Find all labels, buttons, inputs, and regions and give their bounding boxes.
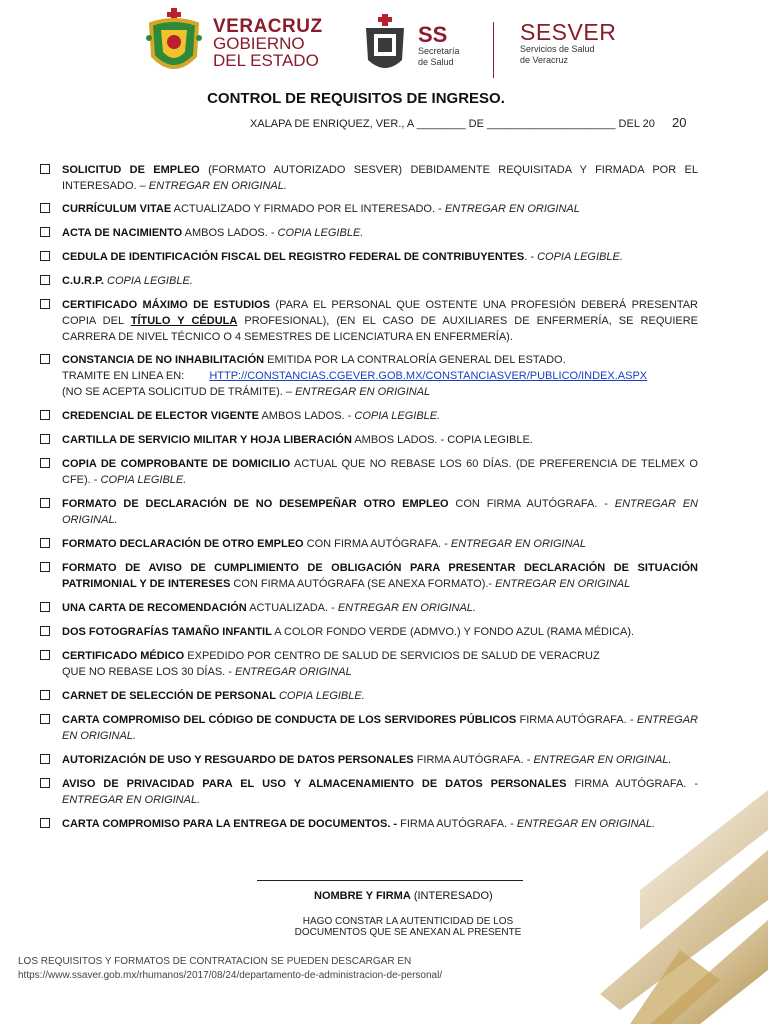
sesver-wordmark	[520, 20, 616, 66]
requirement-item	[40, 162, 698, 194]
requirement-title: CURRÍCULUM VITAE	[62, 203, 172, 215]
checkbox[interactable]	[40, 354, 50, 364]
requirement-text: . -	[524, 251, 538, 263]
requirement-item	[40, 496, 698, 528]
gov-line1: VERACRUZ	[213, 16, 323, 37]
requirement-title: CERTIFICADO MÉDICO	[62, 650, 185, 662]
online-procedure-label: TRAMITE EN LINEA EN:	[62, 370, 185, 382]
signature-line	[257, 880, 523, 881]
requirement-title: FORMATO DECLARACIÓN DE OTRO EMPLEO	[62, 538, 304, 550]
requirement-text: CON FIRMA AUTÓGRAFA. -	[303, 538, 451, 550]
checkbox[interactable]	[40, 434, 50, 444]
sesver-line2: de Veracruz	[520, 55, 569, 65]
ss-emblem-icon	[360, 14, 410, 76]
requirement-text: (PARA EL PERSONAL QUE OSTENTE UNA PROFESIÓN DEBERÁ PRESENTAR COPIA DEL	[62, 299, 699, 327]
checkbox[interactable]	[40, 299, 50, 309]
requirement-text: AMBOS LADOS. -	[182, 227, 278, 239]
requirement-title: DOS FOTOGRAFÍAS TAMAÑO INFANTIL	[62, 626, 272, 638]
requirement-title: CREDENCIAL DE ELECTOR VIGENTE	[62, 410, 260, 422]
ss-line2: de Salud	[418, 57, 454, 67]
requirement-item	[40, 273, 698, 289]
place-date-line	[250, 115, 687, 130]
requirement-title: UNA CARTA DE RECOMENDACIÓN	[62, 602, 247, 614]
signature-label	[314, 890, 493, 902]
gov-line3: DEL ESTADO	[213, 51, 319, 70]
checkbox[interactable]	[40, 778, 50, 788]
requirement-title: FORMATO DE DECLARACIÓN DE NO DESEMPEÑAR OTRO EMPLEO	[62, 498, 449, 510]
checkbox[interactable]	[40, 227, 50, 237]
requirement-title: CEDULA DE IDENTIFICACIÓN FISCAL DEL REGISTRO FEDERAL DE CONTRIBUYENTES	[62, 251, 525, 263]
requirement-delivery: ENTREGAR EN ORIGINAL	[495, 578, 631, 590]
requirement-title: SOLICITUD DE EMPLEO	[62, 164, 200, 176]
checkbox[interactable]	[40, 818, 50, 828]
requirement-item	[40, 408, 698, 424]
requirement-text: ACTUAL QUE NO REBASE LOS 60 DÍAS. (DE PREFERENCIA DE TELMEX O CFE). -	[62, 458, 698, 486]
requirement-delivery: COPIA LEGIBLE.	[354, 410, 441, 422]
checkbox[interactable]	[40, 690, 50, 700]
checkbox[interactable]	[40, 754, 50, 764]
gold-stripes-decoration	[580, 780, 768, 1024]
requirement-title-emphasis: TÍTULO Y CÉDULA	[130, 315, 238, 327]
signature-role: (INTERESADO)	[410, 890, 493, 902]
requirement-item	[40, 201, 698, 217]
secretaria-salud-wordmark	[418, 24, 460, 68]
checkbox[interactable]	[40, 626, 50, 636]
requirement-text-continued: PROFESIONAL), (EN EL CASO DE AUXILIARES DE ENFERMERÍA, SE REQUIERE CARRERA DE NIVEL TÉCNICO O 4 SEMESTRES DE LICENCIATURA EN ENFERMERÍA).	[62, 315, 698, 343]
requirement-delivery: COPIA LEGIBLE.	[278, 690, 365, 702]
requirement-item	[40, 752, 698, 768]
requirement-item	[40, 648, 698, 680]
signature-title: NOMBRE Y FIRMA	[314, 890, 411, 902]
requirement-title: FORMATO DE AVISO DE CUMPLIMIENTO DE OBLIGACIÓN PARA PRESENTAR DECLARACIÓN DE SITUACIÓN PATRIMONIAL Y DE INTERESES	[62, 562, 698, 590]
requirement-title: AUTORIZACIÓN DE USO Y RESGUARDO DE DATOS PERSONALES	[62, 754, 414, 766]
letterhead	[0, 0, 768, 88]
checkbox[interactable]	[40, 562, 50, 572]
document-title: CONTROL DE REQUISITOS DE INGRESO.	[207, 90, 505, 107]
requirement-text-continued: QUE NO REBASE LOS 30 DÍAS. -	[62, 666, 235, 678]
requirement-delivery: ENTREGAR EN ORIGINAL.	[516, 818, 656, 830]
requirement-item	[40, 536, 698, 552]
requirement-delivery: ENTREGAR EN ORIGINAL	[295, 386, 431, 398]
year-handwritten: 20	[672, 115, 687, 130]
place-date-text: XALAPA DE ENRIQUEZ, VER., A ________ DE _____________________ DEL 20	[250, 118, 655, 130]
requirement-title: CARNET DE SELECCIÓN DE PERSONAL	[62, 690, 276, 702]
requirement-text: CON FIRMA AUTÓGRAFA. -	[448, 498, 615, 510]
requirement-delivery: COPIA LEGIBLE.	[537, 251, 623, 263]
requirement-text: ACTUALIZADA. -	[246, 602, 338, 614]
checkbox[interactable]	[40, 275, 50, 285]
requirement-item	[40, 249, 698, 265]
requirement-title: CARTILLA DE SERVICIO MILITAR Y HOJA LIBERACIÓN	[62, 434, 352, 446]
requirement-delivery: ENTREGAR EN ORIGINAL	[444, 203, 580, 215]
requirement-text-continued: (NO SE ACEPTA SOLICITUD DE TRÁMITE). –	[62, 386, 296, 398]
sesver-title: SESVER	[520, 19, 617, 45]
requirement-title: CARTA COMPROMISO PARA LA ENTREGA DE DOCUMENTOS. -	[62, 818, 398, 830]
requirement-item	[40, 225, 698, 241]
gov-line2: GOBIERNO	[213, 34, 305, 53]
requirement-item	[40, 297, 698, 345]
requirement-text: FIRMA AUTÓGRAFA. -	[413, 754, 534, 766]
requirement-delivery: ENTREGAR ORIGINAL	[235, 666, 352, 678]
requirement-delivery: ENTREGAR EN ORIGINAL.	[62, 498, 698, 526]
ss-abbr: SS	[418, 22, 448, 47]
requirements-list	[40, 162, 698, 832]
requirement-text: CON FIRMA AUTÓGRAFA (SE ANEXA FORMATO).-	[230, 578, 496, 590]
requirement-text: FIRMA AUTÓGRAFA. -	[566, 778, 698, 790]
requirement-item	[40, 688, 698, 704]
requirement-item	[40, 560, 698, 592]
requirement-item	[40, 352, 698, 400]
requirement-item	[40, 624, 698, 640]
requirement-title: ACTA DE NACIMIENTO	[62, 227, 183, 239]
requirement-text: AMBOS LADOS. -	[259, 410, 355, 422]
requirement-delivery: COPIA LEGIBLE.	[277, 227, 364, 239]
checkbox[interactable]	[40, 650, 50, 660]
footer-url[interactable]: https://www.ssaver.gob.mx/rhumanos/2017/08/24/departamento-de-administracion-de-personal/	[18, 970, 443, 981]
footer-line1: LOS REQUISITOS Y FORMATOS DE CONTRATACION SE PUEDEN DESCARGAR EN	[18, 956, 412, 967]
ss-line1: Secretaría	[418, 46, 460, 56]
requirement-title: C.U.R.P.	[62, 275, 104, 287]
requirement-item	[40, 600, 698, 616]
requirement-delivery: COPIA LEGIBLE.	[100, 474, 187, 486]
checkbox[interactable]	[40, 714, 50, 724]
authenticity-note: HAGO CONSTAR LA AUTENTICIDAD DE LOS DOCUMENTOS QUE SE ANEXAN AL PRESENTE	[294, 916, 522, 938]
requirement-text: EXPEDIDO POR CENTRO DE SALUD DE SERVICIOS DE SALUD DE VERACRUZ	[184, 650, 600, 662]
requirement-delivery: ENTREGAR EN ORIGINAL.	[337, 602, 476, 614]
gobierno-veracruz-wordmark	[213, 18, 323, 69]
requirement-title: COPIA DE COMPROBANTE DE DOMICILIO	[62, 458, 291, 470]
requirement-delivery: ENTREGAR EN ORIGINAL.	[62, 714, 698, 742]
footer-note	[18, 955, 442, 983]
checkbox[interactable]	[40, 203, 50, 213]
requirement-item	[40, 432, 698, 448]
checkbox[interactable]	[40, 164, 50, 174]
requirement-item	[40, 456, 698, 488]
requirement-title: CARTA COMPROMISO DEL CÓDIGO DE CONDUCTA DE LOS SERVIDORES PÚBLICOS	[62, 714, 517, 726]
header-divider	[493, 22, 494, 78]
checkbox[interactable]	[40, 538, 50, 548]
requirement-delivery: ENTREGAR EN ORIGINAL.	[62, 794, 201, 806]
requirement-text: (FORMATO AUTORIZADO SESVER) DEBIDAMENTE REQUISITADA Y FIRMADA POR EL INTERESADO. –	[62, 164, 699, 192]
requirement-delivery: COPIA LEGIBLE.	[107, 275, 193, 287]
checkbox[interactable]	[40, 458, 50, 468]
requirement-delivery: ENTREGAR EN ORIGINAL.	[148, 180, 287, 192]
checkbox[interactable]	[40, 602, 50, 612]
checkbox[interactable]	[40, 498, 50, 508]
requirement-delivery: ENTREGAR EN ORIGINAL	[450, 538, 586, 550]
requirement-text: FIRMA AUTÓGRAFA. -	[516, 714, 637, 726]
requirement-title: CERTIFICADO MÁXIMO DE ESTUDIOS	[62, 299, 271, 311]
requirement-text: ACTUALIZADO Y FIRMADO POR EL INTERESADO. -	[171, 203, 445, 215]
checkbox[interactable]	[40, 410, 50, 420]
requirement-text: FIRMA AUTÓGRAFA. -	[397, 818, 517, 830]
requirement-delivery: ENTREGAR EN ORIGINAL.	[533, 754, 672, 766]
requirement-title: AVISO DE PRIVACIDAD PARA EL USO Y ALMACENAMIENTO DE DATOS PERSONALES	[62, 778, 567, 790]
checkbox[interactable]	[40, 251, 50, 261]
contraloria-link[interactable]: HTTP://CONSTANCIAS.CGEVER.GOB.MX/CONSTANCIASVER/PUBLICO/INDEX.ASPX	[209, 370, 648, 382]
sesver-line1: Servicios de Salud	[520, 44, 595, 54]
requirement-item	[40, 712, 698, 744]
requirement-title: CONSTANCIA DE NO INHABILITACIÓN	[62, 354, 265, 366]
requirement-text: A COLOR FONDO VERDE (ADMVO.) Y FONDO AZUL (RAMA MÉDICA).	[271, 626, 635, 638]
requirement-text: AMBOS LADOS. - COPIA LEGIBLE.	[351, 434, 533, 446]
requirement-text: EMITIDA POR LA CONTRALORÍA GENERAL DEL ESTADO.	[264, 354, 566, 366]
veracruz-coat-of-arms-icon	[143, 8, 205, 78]
